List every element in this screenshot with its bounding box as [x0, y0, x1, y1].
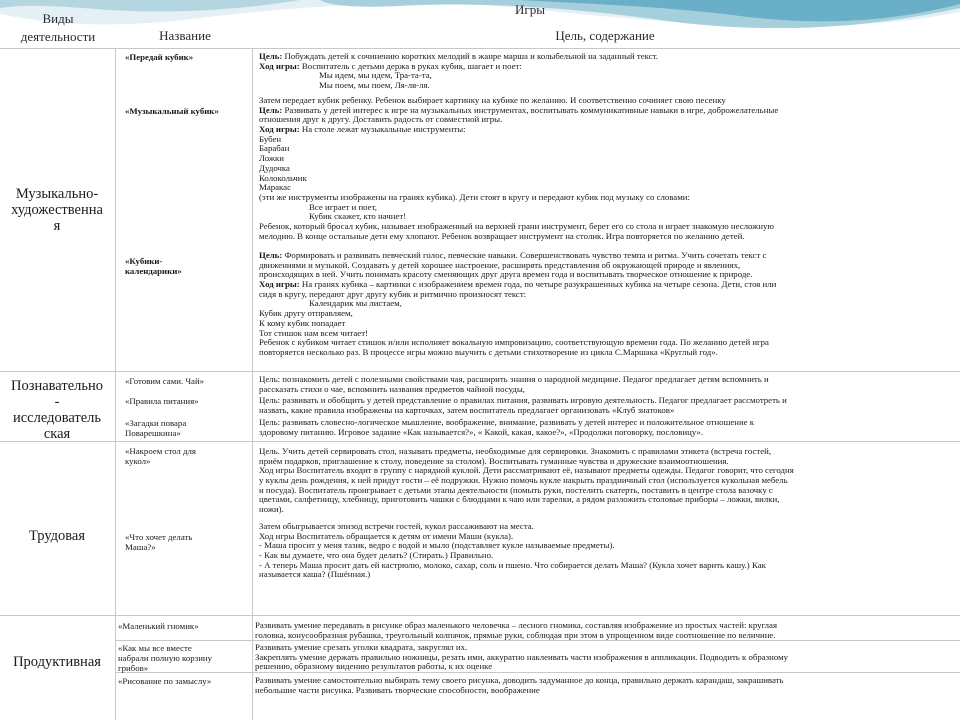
header-col-name: Название	[159, 28, 211, 43]
game-name-cooking-tea: «Готовим сами. Чай»	[125, 376, 205, 386]
header-col-types: Виды деятельности	[20, 11, 96, 44]
category-productive: Продуктивная	[13, 654, 101, 670]
goal-label: Цель:	[259, 51, 283, 61]
goal-label: Цель:	[259, 250, 283, 260]
game-name-nutrition-rules: «Правила питания»	[125, 396, 199, 406]
game-name-musical-cube: «Музыкальный кубик»	[125, 106, 219, 116]
desc-cook-riddles: Цель: развивать словесно-логическое мышление, воображение, внимание, развивать у детей интерес и положительное отношение к здоровому питанию. Игровое задание «Как называется?», « Какой, какая, какое?», «Продолжи поговорку, пословицу».	[259, 417, 755, 437]
goal-label: Цель:	[259, 104, 283, 115]
game-name-what-masha-wants: «Что хочет делать Маша?»	[125, 532, 193, 552]
desc-cooking-tea: Цель: познакомить детей с полезными свойствами чая, расширить знания о народной медицине. Педагог предлагает детям вспомнить и рассказать стихи о чае, вспомнить названия предметов чайной посуды,	[259, 374, 769, 394]
course-label: Ход игры:	[259, 60, 300, 71]
header-games: Игры	[515, 2, 545, 17]
desc-free-drawing: Развивать умение самостоятельно выбирать тему своего рисунка, доводить задуманное до конца, правильно держать карандаш, закрашивать небольшие части рисунка. Развивать творческие способности, воображение	[255, 675, 784, 695]
category-music: Музыкально- художественна я	[11, 186, 103, 234]
game-name-cube-calendars: «Кубики- календарики»	[125, 256, 182, 276]
grid-line	[0, 48, 960, 49]
desc-pass-cube: Цель: Побуждать детей к сочинению коротких мелодий в жанре марша и колыбельной на заданный текст. Ход игры: Воспитатель с детьми держа в руках кубик, шагает и поет: Мы идем, мы идем, Тра-та-та, Мы поем, мы поем, Ля-ля-ля.	[259, 51, 658, 91]
desc-musical-cube: Затем передает кубик ребенку. Ребенок выбирает картинку на кубике по желанию. И соответственно сочиняет свою песенку Цель: Развивать у детей интерес к игре на музыкальных инструментах, воспитывать коммуникативные навыки в игре, доброжелательные отношения друг к другу. Доставить радость от совместной игры. Ход игры: На столе лежат музыкальные инструменты: Бубен Барабан Ложки Дудочка Колокольчик Маракас (эти же инструменты изображены на гранях кубика). Дети стоят в кругу и передают кубик под музыку со словами: Все играет и поет, Кубик скажет, кто начнет! Ребенок, который бросал кубик, называет изображенный на верхней грани инструмент, берет его со стола и играет знакомую несложную мелодию. В конце остальные дети ему хлопают. Ребенок возвращает инструмент на столик. Игра повторяется по желанию детей.	[259, 95, 779, 241]
desc-nutrition-rules: Цель: развивать и обобщить у детей представление о правилах питания, развивать игровую деятельность. Педагог предлагает рассмотреть и назвать, какие правила изображены на карточках, затем воспитатель предлагает организовать «Клуб знатоков»	[259, 395, 787, 415]
desc-what-masha-wants: Затем обыгрывается эпизод встречи гостей, кукол рассаживают на места. Ход игры Воспитатель обращается к детям от имени Маши (кукла). - Маша просит у меня тазик, ведро с водой и мыло (подставляет кукле называемые предметы). - Как вы думаете, что она будет делать? (Стирать.) Правильно. - А теперь Маша просит дать ей кастрюлю, молоко, сахар, соль и пшено. Что собирается делать Маша? (Кукла хочет варить кашу.) Как называется каша? (Пшённая.)	[259, 521, 766, 580]
desc-cube-calendars: Цель: Формировать и развивать певческий голос, певческие навыки. Совершенствовать чувство темпа и ритма. Учить сочетать текст с движениями и музыкой. Создавать у детей хорошее настроение, расширять представления об окружающей природе и явлениях, происходящих в ней. Учить понимать красоту сменяющих друг друга времен года и воспитывать творческое отношение к природе. Ход игры: На гранях кубика – картинки с изображением времен года, по четыре разукрашенных кубика на четыре сезона. Дети, стоя или сидя в кругу, передают друг другу кубик и ритмично произносят текст: Календарик мы листаем, Кубик другу отправляем, К кому кубик попадает Тот стишок нам всем читает! Ребенок с кубиком читает стишок и/или исполняет вокальную импровизацию, соответствующую времени года. По желанию детей игра повторяется несколько раз. В процессе игры можно выучить с детьми стихотворение из цикла С.Маршака «Круглый год».	[259, 250, 777, 357]
desc-little-gnome: Развивать умение передавать в рисунке образ маленького человечка – лесного гномика, составляя изображение из простых частей: круглая головка, конусообразная рубашка, треугольный колпачок, прямые руки, соблюдая при этом в упрощенном виде соотношение по величине.	[255, 620, 777, 640]
game-name-pass-cube: «Передай кубик»	[125, 52, 194, 62]
grid-line	[252, 48, 253, 720]
grid-line	[0, 615, 960, 616]
header-col-goal: Цель, содержание	[555, 28, 655, 43]
game-name-free-drawing: «Рисование по замыслу»	[118, 676, 212, 686]
game-name-little-gnome: «Маленький гномик»	[118, 621, 199, 631]
desc-set-table: Цель. Учить детей сервировать стол, называть предметы, необходимые для сервировки. Знакомить с правилами этикета (встреча гостей, приём подарков, приглашение к столу, поведение за столом). Воспитывать гуманные чувства и дружеские взаимоотношения. Ход игры Воспитатель входит в группу с нарядной куклой. Дети рассматривают её, называют предметы одежды. Педагог говорит, что сегодня у куклы день рождения, к ней придут гости – её подружки. Нужно помочь кукле накрыть праздничный стол (используется кукольная мебель и посуда). Воспитатель проигрывает с детьми этапы деятельности (помыть руки, постелить скатерть, поставить в центре стола вазочку с цветами, салфетницу, хлебницу, приготовить чашки с блюдцами к чаю или тарелки, а рядом разложить столовые приборы – ложки, вилки, ножи).	[259, 446, 794, 515]
course-label: Ход игры:	[259, 124, 300, 135]
grid-line	[115, 48, 116, 720]
course-label: Ход игры:	[259, 279, 300, 290]
category-labor: Трудовая	[28, 528, 86, 544]
game-name-set-table: «Накроем стол для кукол»	[125, 446, 196, 466]
game-name-cook-riddles: «Загадки повара Поварешкина»	[125, 418, 187, 438]
grid-line	[0, 441, 960, 442]
desc-mushroom-basket: Развивать умение срезать уголки квадрата, закруглял их. Закреплять умение держать правильно ножницы, резать ими, аккуратно наклеивать части изображения в аппликации. Подводить к образному решению, образному видению результатов работы, к их оценке	[255, 642, 789, 672]
grid-line	[0, 371, 960, 372]
game-name-mushroom-basket: «Как мы все вместе набрали полную корзину грибов»	[118, 643, 213, 673]
category-cognitive: Познавательно - исследователь ская	[11, 378, 103, 442]
